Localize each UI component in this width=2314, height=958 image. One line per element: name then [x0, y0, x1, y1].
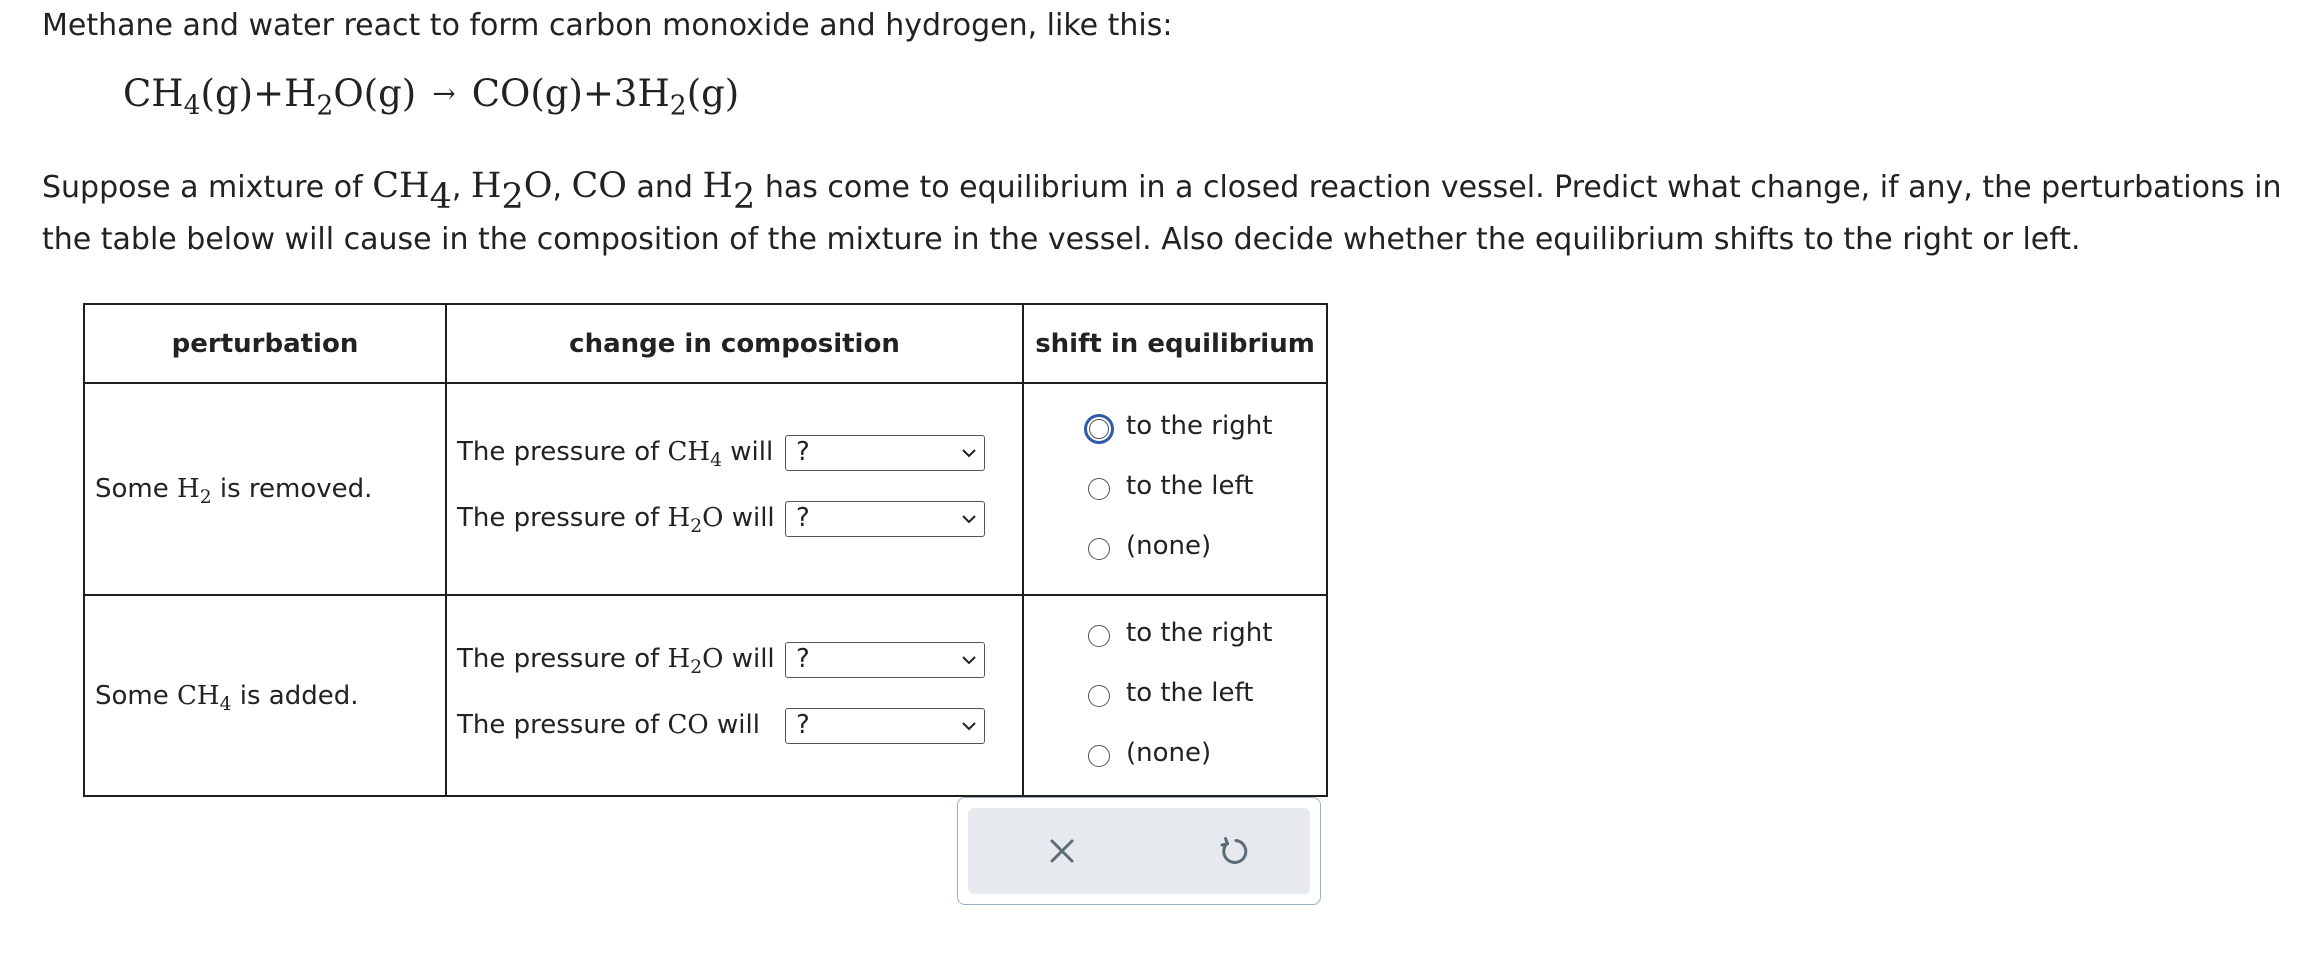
perturbation-cell: Some $H_2$ is removed.	[84, 383, 446, 595]
radio-button[interactable]	[1088, 478, 1110, 500]
radio-option-left[interactable]: to the left	[1024, 666, 1326, 726]
composition-line: The pressure of CO will ?	[447, 696, 1022, 762]
composition-line: The pressure of $CH_4$ will ?	[447, 423, 1022, 489]
perturbation-table	[83, 303, 1328, 797]
radio-option-none[interactable]: (none)	[1024, 519, 1326, 579]
table-row	[84, 383, 1327, 595]
radio-option-none[interactable]: (none)	[1024, 726, 1326, 786]
chevron-down-icon	[960, 651, 978, 669]
radio-button[interactable]	[1088, 745, 1110, 767]
intro-text: Methane and water react to form carbon monoxide and hydrogen, like this:	[42, 8, 1173, 43]
radio-option-right[interactable]: to the right	[1024, 399, 1326, 459]
pressure-h2o-dropdown[interactable]: ?	[785, 501, 985, 537]
radio-button[interactable]	[1084, 414, 1114, 444]
reaction-arrow: →	[432, 77, 456, 110]
radio-button[interactable]	[1088, 625, 1110, 647]
pressure-ch4-dropdown[interactable]: ?	[785, 435, 985, 471]
composition-cell	[446, 383, 1023, 595]
composition-line: The pressure of $H_2O$ will ?	[447, 630, 1022, 696]
shift-cell	[1023, 383, 1327, 595]
radio-option-right[interactable]: to the right	[1024, 606, 1326, 666]
header-shift-in-equilibrium: shift in equilibrium	[1023, 304, 1327, 383]
shift-cell	[1023, 595, 1327, 796]
radio-button[interactable]	[1088, 685, 1110, 707]
perturbation-cell: Some $CH_4$ is added.	[84, 595, 446, 796]
chevron-down-icon	[960, 444, 978, 462]
close-x-icon[interactable]	[1041, 830, 1083, 872]
reaction-equation: $CH_4(g)+H_2O(g) \to CO(g)+3H_2(g)$	[123, 72, 740, 122]
pressure-h2o-dropdown[interactable]: ?	[785, 642, 985, 678]
chevron-down-icon	[960, 717, 978, 735]
chevron-down-icon	[960, 510, 978, 528]
radio-option-left[interactable]: to the left	[1024, 459, 1326, 519]
header-change-in-composition: change in composition	[446, 304, 1023, 383]
undo-icon[interactable]	[1213, 830, 1255, 872]
table-row	[84, 595, 1327, 796]
header-perturbation: perturbation	[84, 304, 446, 383]
answer-action-panel	[957, 797, 1321, 905]
action-bar	[968, 808, 1310, 894]
pressure-co-dropdown[interactable]: ?	[785, 708, 985, 744]
radio-button[interactable]	[1088, 538, 1110, 560]
question-text: Suppose a mixture of $CH_4$, $H_2O$, CO and $H_2$ has come to equilibrium in a closed reaction vessel. Predict what change, if any, the perturbations in the table below will cause in the composition of the mixture in the vessel. Also decide whether the equilibrium shifts to the right or left.	[42, 166, 2282, 257]
composition-cell	[446, 595, 1023, 796]
composition-line: The pressure of $H_2O$ will ?	[447, 489, 1022, 555]
